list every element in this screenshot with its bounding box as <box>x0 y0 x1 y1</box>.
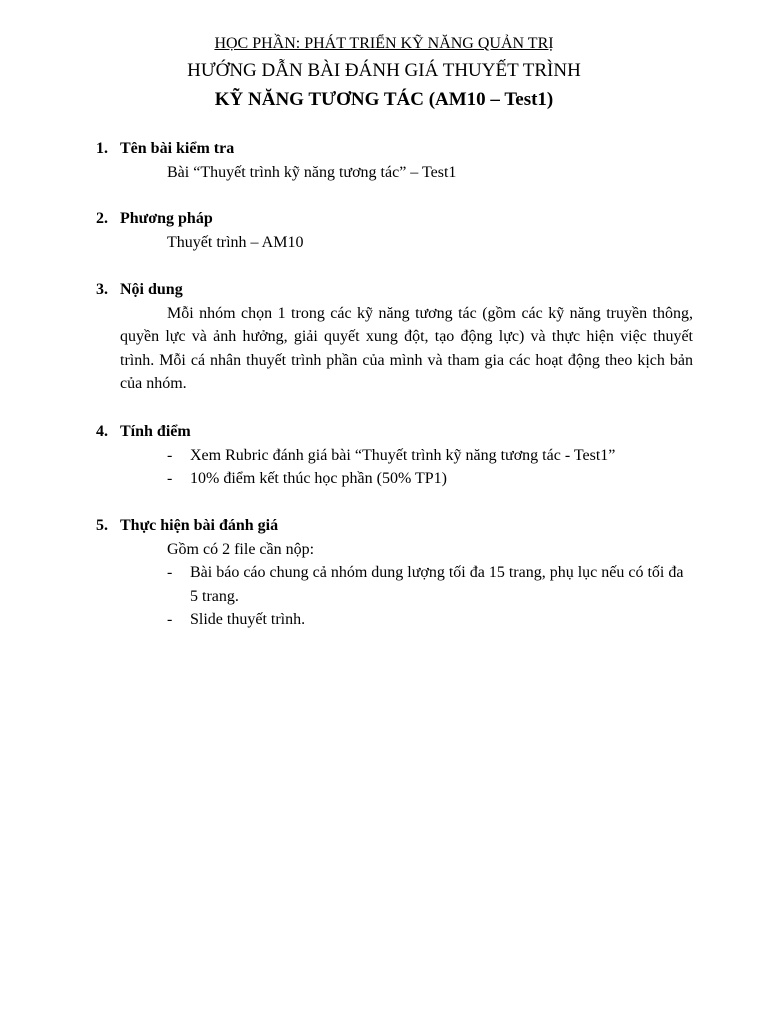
section-title: Phương pháp <box>120 210 213 227</box>
list-item-text: Bài báo cáo chung cả nhóm dung lượng tối đa 15 trang, phụ lục nếu có tối đa 5 trang. <box>190 564 684 605</box>
section-text: Bài “Thuyết trình kỹ năng tương tác” – Test1 <box>167 163 457 181</box>
course-heading: HỌC PHẦN: PHÁT TRIỂN KỸ NĂNG QUẢN TRỊ <box>214 35 554 52</box>
section-4 <box>96 420 696 491</box>
list-item-text: Slide thuyết trình. <box>190 611 306 628</box>
section-number: 5. <box>96 517 108 534</box>
section-title: Nội dung <box>120 281 183 298</box>
section-title: Tên bài kiểm tra <box>120 140 235 157</box>
bullet-dash: - <box>167 611 173 628</box>
list-item-text: Xem Rubric đánh giá bài “Thuyết trình kỹ năng tương tác - Test1” <box>190 446 616 464</box>
list-item-text: 10% điểm kết thúc học phần (50% TP1) <box>190 470 447 487</box>
section-3 <box>96 278 696 396</box>
section-title: Thực hiện bài đánh giá <box>120 517 279 534</box>
list-item <box>167 444 693 468</box>
section-2 <box>96 207 696 254</box>
section-number: 3. <box>96 281 108 298</box>
section-5 <box>96 514 696 632</box>
section-title: Tính điểm <box>120 423 191 440</box>
section-1 <box>96 137 696 184</box>
section-number: 2. <box>96 210 108 227</box>
section-text: Thuyết trình – AM10 <box>167 233 304 251</box>
section-number: 4. <box>96 423 108 440</box>
list-item <box>167 467 693 491</box>
section-number: 1. <box>96 140 108 157</box>
bullet-dash: - <box>167 470 173 487</box>
guide-heading: HƯỚNG DẪN BÀI ĐÁNH GIÁ THUYẾT TRÌNH <box>187 60 581 81</box>
list-item <box>167 561 693 608</box>
document-title: KỸ NĂNG TƯƠNG TÁC (AM10 – Test1) <box>214 89 554 110</box>
bullet-dash: - <box>167 446 173 464</box>
bullet-dash: - <box>167 564 173 581</box>
section-paragraph: Mỗi nhóm chọn 1 trong các kỹ năng tương tác (gồm các kỹ năng truyền thông, quyền lực và ảnh hưởng, giải quyết xung đột, tạo động lực) và thực hiện việc thuyết trình. Mỗi cá nhân thuyết trình phần của mình và tham gia các hoạt động theo kịch bản của nhóm. <box>120 304 693 392</box>
section-text: Gồm có 2 file cần nộp: <box>167 540 315 558</box>
list-item <box>167 608 693 632</box>
